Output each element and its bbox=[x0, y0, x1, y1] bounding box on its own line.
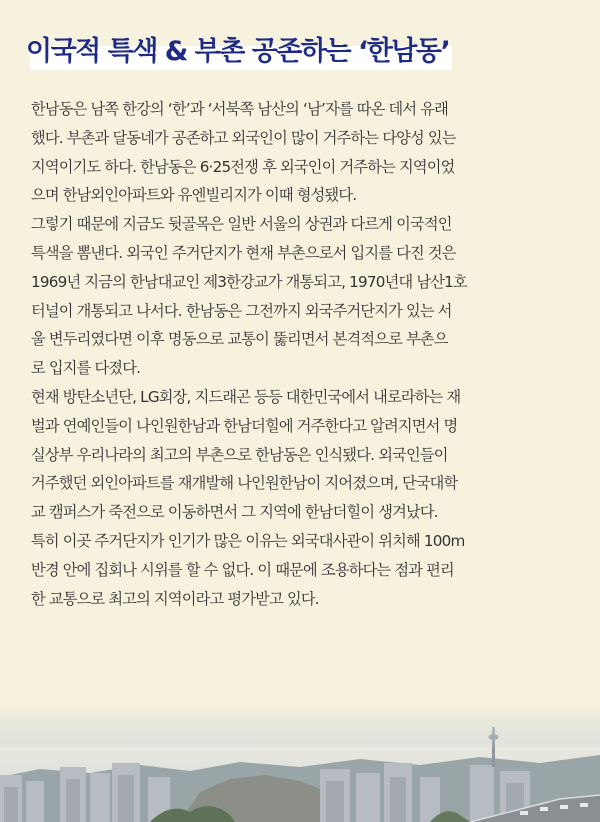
text-line: 터널이 개통되고 나서다. 한남동은 그전까지 외국주거단지가 있는 서 bbox=[31, 301, 452, 320]
text-line: 벌과 연예인들이 나인원한남과 한남더힐에 거주한다고 알려지면서 명 bbox=[31, 416, 458, 435]
text-line: 울 변두리였다면 이후 명동으로 교통이 뚫리면서 본격적으로 부촌으 bbox=[31, 330, 448, 349]
city-skyline-image bbox=[0, 707, 600, 822]
article-body bbox=[31, 95, 573, 613]
title-block bbox=[26, 32, 452, 72]
text-line: 실상부 우리나라의 최고의 부촌으로 한남동은 인식됐다. 외국인들이 bbox=[31, 445, 448, 464]
paragraph-3 bbox=[31, 383, 573, 527]
text-line: 로 입지를 다졌다. bbox=[31, 359, 141, 378]
text-line: 거주했던 외인아파트를 재개발해 나인원한남이 지어졌으며, 단국대학 bbox=[31, 474, 458, 493]
text-line: 반경 안에 집회나 시위를 할 수 없다. 이 때문에 조용하다는 점과 편리 bbox=[31, 560, 454, 579]
text-line: 그렇기 때문에 지금도 뒷골목은 일반 서울의 상권과 다르게 이국적인 bbox=[31, 215, 452, 234]
text-line: 특히 이곳 주거단지가 인기가 많은 이유는 외국대사관이 위치해 100m bbox=[31, 531, 465, 550]
text-line: 한 교통으로 최고의 지역이라고 평가받고 있다. bbox=[31, 589, 319, 608]
text-line: 1969년 지금의 한남대교인 제3한강교가 개통되고, 1970년대 남산1호 bbox=[31, 272, 467, 291]
text-line: 했다. 부촌과 달동네가 공존하고 외국인이 많이 거주하는 다양성 있는 bbox=[31, 128, 456, 147]
text-line: 으며 한남외인아파트와 유엔빌리지가 이때 형성됐다. bbox=[31, 186, 357, 205]
paragraph-2 bbox=[31, 210, 573, 383]
page-title: 이국적 특색 & 부촌 공존하는 ‘한남동’ bbox=[26, 36, 450, 67]
text-line: 한남동은 남쪽 한강의 ‘한’과 ‘서북쪽 남산의 ‘남’자를 따온 데서 유래 bbox=[31, 100, 449, 118]
paragraph-1 bbox=[31, 95, 573, 210]
paragraph-4 bbox=[31, 527, 573, 613]
text-line: 교 캠퍼스가 죽전으로 이동하면서 그 지역에 한남더힐이 생겨났다. bbox=[31, 503, 438, 522]
text-line: 현재 방탄소년단, LG회장, 지드래곤 등등 대한민국에서 내로라하는 재 bbox=[31, 387, 461, 406]
text-line: 특색을 뽐낸다. 외국인 주거단지가 현재 부촌으로서 입지를 다진 것은 bbox=[31, 243, 456, 262]
text-line: 지역이기도 하다. 한남동은 6·25전쟁 후 외국인이 거주하는 지역이었 bbox=[31, 157, 455, 176]
